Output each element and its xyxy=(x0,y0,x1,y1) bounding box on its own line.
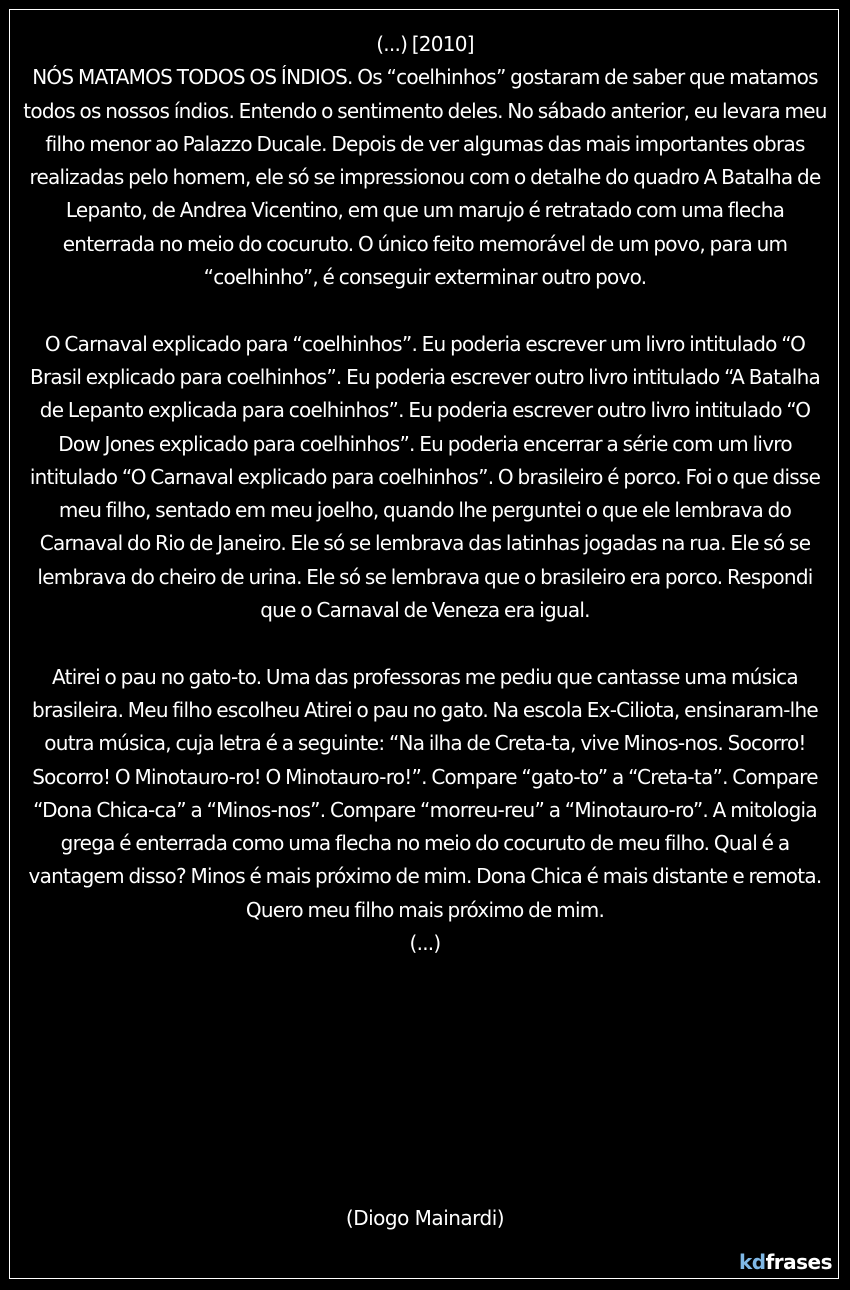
quote-author: (Diogo Mainardi) xyxy=(345,1206,505,1230)
brand-logo-suffix: frases xyxy=(765,1250,832,1274)
quote-text: (...) [2010] NÓS MATAMOS TODOS OS ÍNDIOS. Os “coelhinhos” gostaram de saber que matamos todos os nossos índios. Entendo o sentimento deles. No sábado anterior, eu levara meu filho menor ao Palazzo Ducale. Depois de ver algumas das mais importantes obras realizadas pelo homem, ele só se impressionou com o detalhe do quadro A Batalha de Lepanto, de Andrea Vicentino, em que um marujo é retratado com uma flecha enterrada no meio do cocuruto. O único feito memorável de um povo, para um “coelhinho”, é conseguir exterminar outro povo. O Carnaval explicado para “coelhinhos”. Eu poderia escrever um livro intitulado “O Brasil explicado para coelhinhos”. Eu poderia escrever outro livro intitulado “A Batalha de Lepanto explicada para coelhinhos”. Eu poderia escrever outro livro intitulado “O Dow Jones explicado para coelhinhos”. Eu poderia encerrar a série com um livro intitulado “O Carnaval explicado para coelhinhos”. O brasileiro é porco. Foi o que disse meu filho, sentado em meu joelho, quando lhe perguntei o que ele lembrava do Carnaval do Rio de Janeiro. Ele só se lembrava das latinhas jogadas na rua. Ele só se lembrava do cheiro de urina. Ele só se lembrava que o brasileiro era porco. Respondi que o Carnaval de Veneza era igual. Atirei o pau no gato-to. Uma das professoras me pediu que cantasse uma música brasileira. Meu filho escolheu Atirei o pau no gato. Na escola Ex-Ciliota, ensinaram-lhe outra música, cuja letra é a seguinte: “Na ilha de Creta-ta, vive Minos-nos. Socorro! Socorro! O Minotauro-ro! O Minotauro-ro!”. Compare “gato-to” a “Creta-ta”. Compare “Dona Chica-ca” a “Minos-nos”. Compare “morreu-reu” a “Minotauro-ro”. A mitologia grega é enterrada como uma flecha no meio do cocuruto de meu filho. Qual é a vantagem disso? Minos é mais próximo de mim. Dona Chica é mais distante e remota. Quero meu filho mais próximo de mim. (...) xyxy=(23,32,827,956)
brand-logo[interactable] xyxy=(739,1250,832,1274)
brand-logo-prefix: kd xyxy=(738,1250,766,1274)
